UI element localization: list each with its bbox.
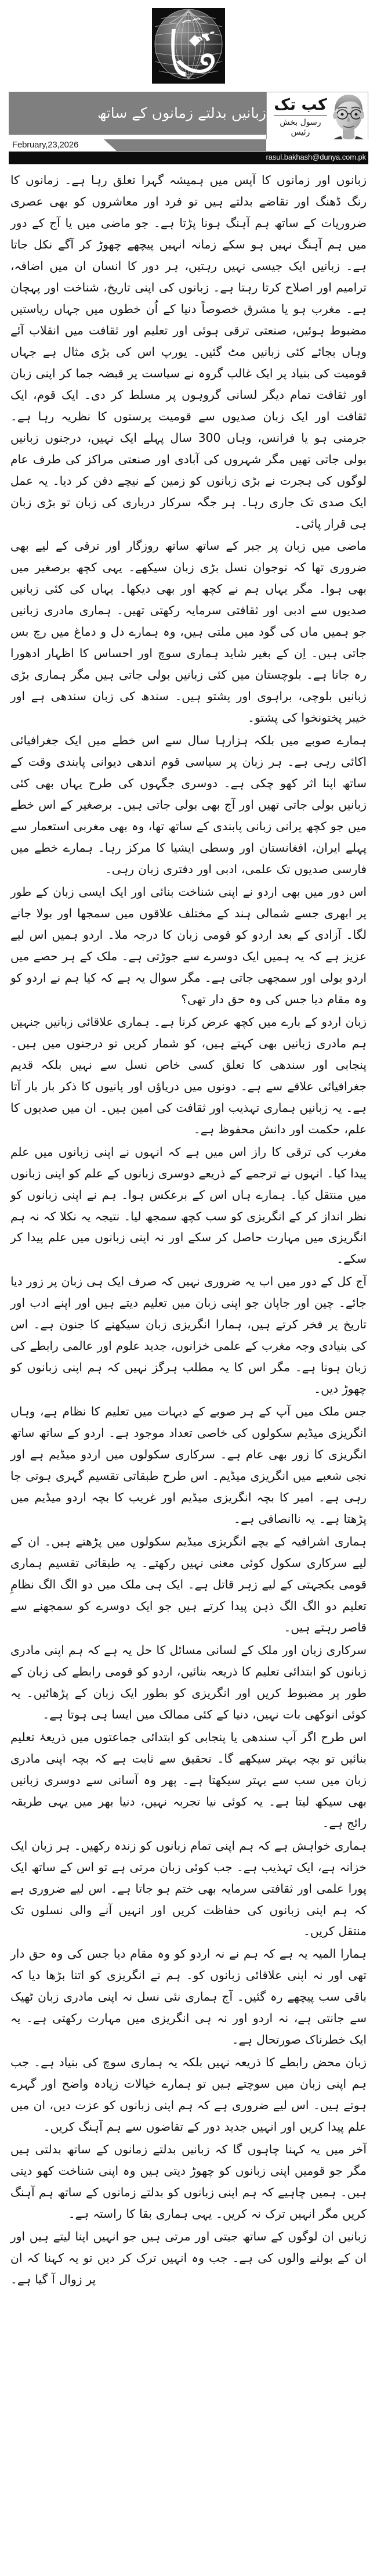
article-paragraph: ہماری خواہش ہے کہ ہم اپنی تمام زبانوں کو زندہ رکھیں۔ ہر زبان ایک خزانہ ہے، ایک تہذیب ہے۔ جب کوئی زبان مرتی ہے تو اس کے ساتھ ایک پورا علمی اور ثقافتی سرمایہ بھی ختم ہو جاتا ہے۔ اس لیے ضروری ہے کہ ہم اپنی زبانوں کی حفاظت کریں اور انہیں آنے والی نسلوں تک منتقل کریں۔ [10,1838,367,1939]
article-body [10,166,367,2290]
article-paragraph: اس طرح اگر آپ سندھی یا پنجابی کو ابتدائی جماعتوں میں ذریعۂ تعلیم بنائیں تو بچہ بہتر سیکھے گا۔ تحقیق سے ثابت ہے کہ بچہ اپنی مادری زبان میں سب سے بہتر سیکھتا ہے۔ پھر وہ آسانی سے دوسری زبانیں بھی سیکھ لیتا ہے۔ یہ کوئی نیا تجربہ نہیں، دنیا بھر میں یہی طریقہ رائج ہے۔ [10,1730,367,1830]
meta-bar [0,139,377,166]
title-bar [9,92,266,135]
article-paragraph: اس دور میں بھی اردو نے اپنی شناخت بنائی اور ایک ایسی زبان کے طور پر ابھری جسے شمالی ہند کے مختلف علاقوں میں سمجھا اور بولا جانے لگا۔ آزادی کے بعد اردو کو قومی زبان کا درجہ ملا۔ اردو ہمیں اس لیے عزیز ہے کہ یہ ہمیں ایک دوسرے سے جوڑتی ہے۔ ملک کے ہر حصے میں اردو بولی اور سمجھی جاتی ہے۔ مگر سوال یہ ہے کہ کیا ہم نے اردو کو وہ مقام دیا جس کی وہ حق دار تھی؟ [10,884,367,1006]
article-paragraph: آج کل کے دور میں اب یہ ضروری نہیں کہ صرف ایک ہی زبان پر زور دیا جائے۔ چین اور جاپان جو اپنی زبان میں تعلیم دیتے ہیں اور اپنے ادب اور تاریخ پر فخر کرتے ہیں، ہمارا انگریزی زبان سیکھنے کا جنون ہے۔ اس کی بنیادی وجہ مغرب کے علمی خزانوں، جدید علوم اور عالمی رابطے کی زبان ہونا ہے۔ مگر اس کا یہ مطلب ہرگز نہیں کہ ہم اپنی زبانوں کو چھوڑ دیں۔ [10,1274,367,1396]
page-title: زبانیں بدلتے زمانوں کے ساتھ [97,105,266,122]
dunya-globe-logo [152,8,225,84]
article-paragraph: مغرب کی ترقی کا راز اس میں ہے کہ انہوں نے اپنی زبانوں میں علم پیدا کیا۔ انہوں نے ترجمے کے ذریعے دوسری زبانوں کے علم کو اپنی زبانوں میں منتقل کیا۔ ہمارے ہاں اس کے برعکس ہوا۔ ہم نے اپنی زبانوں کو نظر انداز کر کے انگریزی کو سب کچھ سمجھ لیا۔ نتیجہ یہ نکلا کہ نہ ہم انگریزی میں مہارت حاصل کر سکے اور نہ اپنی زبانوں میں علم پیدا کر سکے۔ [10,1144,367,1266]
article-paragraph: جس ملک میں آپ کے ہر صوبے کے دیہات میں تعلیم کا نظام ہے، وہاں انگریزی میڈیم سکولوں کی خاصی تعداد موجود ہے۔ اردو کے ساتھ ساتھ انگریزی کا زور بھی عام ہے۔ سرکاری سکولوں میں اردو میڈیم ہے اور نجی شعبے میں انگریزی میڈیم۔ اس طرح طبقاتی تقسیم گہری ہوتی جا رہی ہے۔ امیر کا بچہ انگریزی میڈیم اور غریب کا بچہ اردو میڈیم میں پڑھتا ہے۔ یہ ناانصافی ہے۔ [10,1404,367,1526]
title-strip [0,92,377,139]
article-paragraph: آخر میں یہ کہنا چاہوں گا کہ زبانیں بدلتے زمانوں کے ساتھ بدلتی ہیں مگر جو قومیں اپنی زبانوں کو چھوڑ دیتی ہیں وہ اپنی شناخت کھو دیتی ہیں۔ ہمیں چاہیے کہ ہم اپنی زبانوں کو بدلتے زمانوں کے ساتھ ہم آہنگ کریں مگر انہیں ترک نہ کریں۔ یہی ہماری بقا کا راستہ ہے۔ [10,2142,367,2221]
article-paragraph: ہمارے صوبے میں بلکہ ہزارہا سال سے اس خطے میں ایک جغرافیائی اکائی رہی ہے۔ ہر زبان پر سیاسی قوم اندھی دیوانی پابندی وقت کے ساتھ اپنا اثر کھو چکی ہے۔ دوسری جگہوں کی طرح یہاں بھی کئی زبانیں بولی جاتی تھیں اور آج بھی بولی جاتی ہیں۔ برصغیر کے اس خطے میں جو کچھ پرانی زبانی پابندی کے ساتھ تھا، وہ بھی مغربی استعمار سے پہلے ایران، افغانستان اور وسطی ایشیا کا مرکز رہا۔ ہمارے خطے میں فارسی صدیوں تک علمی، ادبی اور دفتری زبان رہی۔ [10,733,367,876]
article-paragraph: ماضی میں زبان پر جبر کے ساتھ ساتھ روزگار اور ترقی کے لیے بھی ضروری تھا کہ نوجوان نسل بڑی زبان سیکھے۔ یہی کچھ برصغیر میں بھی ہوا۔ مگر یہاں ہم نے کچھ اور بھی دیکھا۔ یہاں کی کئی زبانیں صدیوں سے ادبی اور ثقافتی سرمایہ رکھتی تھیں۔ ہماری مادری زبانیں جو ہمیں ماں کی گود میں ملتی ہیں، وہ ہمارے دل و دماغ میں رچ بس جاتی ہیں۔ اِن کے بغیر شاید ہماری سوچ اور احساس کا اظہار ادھورا رہ جاتا ہے۔ بلوچستان میں کئی زبانیں بولی جاتی ہیں مگر ہماری بڑی زبانیں بلوچی، براہوی اور پشتو ہیں۔ سندھ کی زبان سندھی ہے اور خیبر پختونخوا کی پشتو۔ [10,539,367,725]
masthead [0,0,377,92]
article-paragraph: زبانیں ان لوگوں کے ساتھ جیتی اور مرتی ہیں جو انہیں اپنا لیتے ہیں اور ان کے بولنے والوں کی ہے۔ جب وہ انہیں ترک کر دیں تو یہ کہنا کہ ان پر زوال آ گیا ہے۔ [10,2229,367,2286]
publication-date: February,23,2026 [12,140,79,150]
article-paragraph: ہمارا المیہ یہ ہے کہ ہم نے نہ اردو کو وہ مقام دیا جس کی وہ حق دار تھی اور نہ اپنی علاقائی زبانوں کو۔ ہم نے انگریزی کو اتنا بڑھا دیا کہ باقی سب پیچھے رہ گئیں۔ آج ہماری نئی نسل نہ اپنی مادری زبان ٹھیک سے جانتی ہے، نہ اردو اور نہ ہی انگریزی میں مہارت رکھتی ہے۔ یہ ایک خطرناک صورتحال ہے۔ [10,1947,367,2047]
article-paragraph: زبان اردو کے بارے میں کچھ عرض کرنا ہے۔ ہماری علاقائی زبانیں جنہیں ہم مادری زبانیں بھی کہتے ہیں، کو شمار کریں تو درجنوں میں ہیں۔ پنجابی اور سندھی کا تعلق کسی خاص نسل سے نہیں بلکہ قدیم جغرافیائی علاقے سے ہے۔ دونوں میں دریاؤں اور پانیوں کا ذکر بار بار آتا ہے۔ یہ زبانیں ہماری تہذیب اور ثقافت کی امین ہیں۔ ان میں صدیوں کا علم، حکمت اور دانش محفوظ ہے۔ [10,1014,367,1136]
author-email[interactable]: rasul.bakhash@dunya.com.pk [266,153,366,161]
article-paragraph: ہماری اشرافیہ کے بچے انگریزی میڈیم سکولوں میں پڑھتے ہیں۔ ان کے لیے سرکاری سکول کوئی معنی نہیں رکھتے۔ یہ طبقاتی تقسیم ہماری قومی یکجہتی کے لیے زہر قاتل ہے۔ ایک ہی ملک میں دو الگ الگ نظامِ تعلیم دو الگ الگ ذہن پیدا کرتے ہیں جو ایک دوسرے کو سمجھنے سے قاصر رہتے ہیں۔ [10,1534,367,1634]
article-paragraph: سرکاری زبان اور ملک کے لسانی مسائل کا حل یہ ہے کہ ہم اپنی مادری زبانوں کو ابتدائی تعلیم کا ذریعہ بنائیں، اردو کو قومی رابطے کی زبان کے طور پر مضبوط کریں اور انگریزی کو بطور ایک زبان کے پڑھائیں۔ یہ کوئی انوکھی بات نہیں، دنیا کے کئی ممالک میں ایسا ہی ہوتا ہے۔ [10,1642,367,1721]
author-name: رسول بخش رئیس [280,118,321,137]
article-paragraph: زبان محض رابطے کا ذریعہ نہیں بلکہ یہ ہماری سوچ کی بنیاد ہے۔ جب ہم اپنی زبان میں سوچتے ہیں تو ہمارے خیالات زیادہ واضح اور گہرے ہوتے ہیں۔ اس لیے ضروری ہے کہ ہم اپنی زبانوں کو عزت دیں، ان میں علم پیدا کریں اور انہیں جدید دور کے تقاضوں سے ہم آہنگ کریں۔ [10,2055,367,2134]
column-name: کب تک [274,96,327,114]
article-paragraph: زبانوں اور زمانوں کا آپس میں ہمیشہ گہرا تعلق رہا ہے۔ زمانوں کا رنگ ڈھنگ اور تقاضے بدلتے ہیں تو فرد اور معاشروں کو بھی عصری ضروریات کے ساتھ ہم آہنگ ہونا پڑتا ہے۔ جو ماضی میں یا آج کے دور میں ہم آہنگ نہیں ہو سکے زمانہ انہیں پیچھے چھوڑ کر آگے نکل جاتا ہے۔ زبانیں ایک جیسی نہیں رہتیں، ہر دور کا انسان ان میں اضافہ، ترامیم اور اصلاح کرتا رہتا ہے۔ زبانوں کی اپنی تاریخ، شناخت اور پہچان ہے۔ مغرب ہو یا مشرق خصوصاً دنیا کے اُن خطوں میں جہاں ریاستیں مضبوط ہوئیں، صنعتی ترقی ہوئی اور تعلیم اور ثقافت میں انقلاب آئے وہاں بجائے کئی زبانیں مٹ گئیں۔ یورپ اس کی بڑی مثال ہے جہاں قومیت کی بنیاد پر ایک غالب گروہ نے سیاست پر قبضہ جما کر اپنی زبان اور ثقافت تمام دیگر لسانی گروہوں پر مسلط کر دی۔ ایک قوم، ایک ثقافت اور ایک زبان صدیوں سے قومیت پرستوں کا نظریہ رہا ہے۔ جرمنی ہو یا فرانس، وہاں 300 سال پہلے ایک نہیں، درجنوں زبانیں بولی جاتی تھیں مگر شہروں کی آبادی اور صنعتی مراکز کی طرف عام لوگوں کی ہجرت نے بڑی زبانوں کو زمین کے نیچے دفن کر دیا۔ یہ عمل ایک صدی تک جاری رہا۔ ہر جگہ سرکار درباری کی زبان تو بڑی زبان ہی قرار پائی۔ [10,173,367,531]
email-band [9,152,368,164]
date-strip [9,139,266,151]
